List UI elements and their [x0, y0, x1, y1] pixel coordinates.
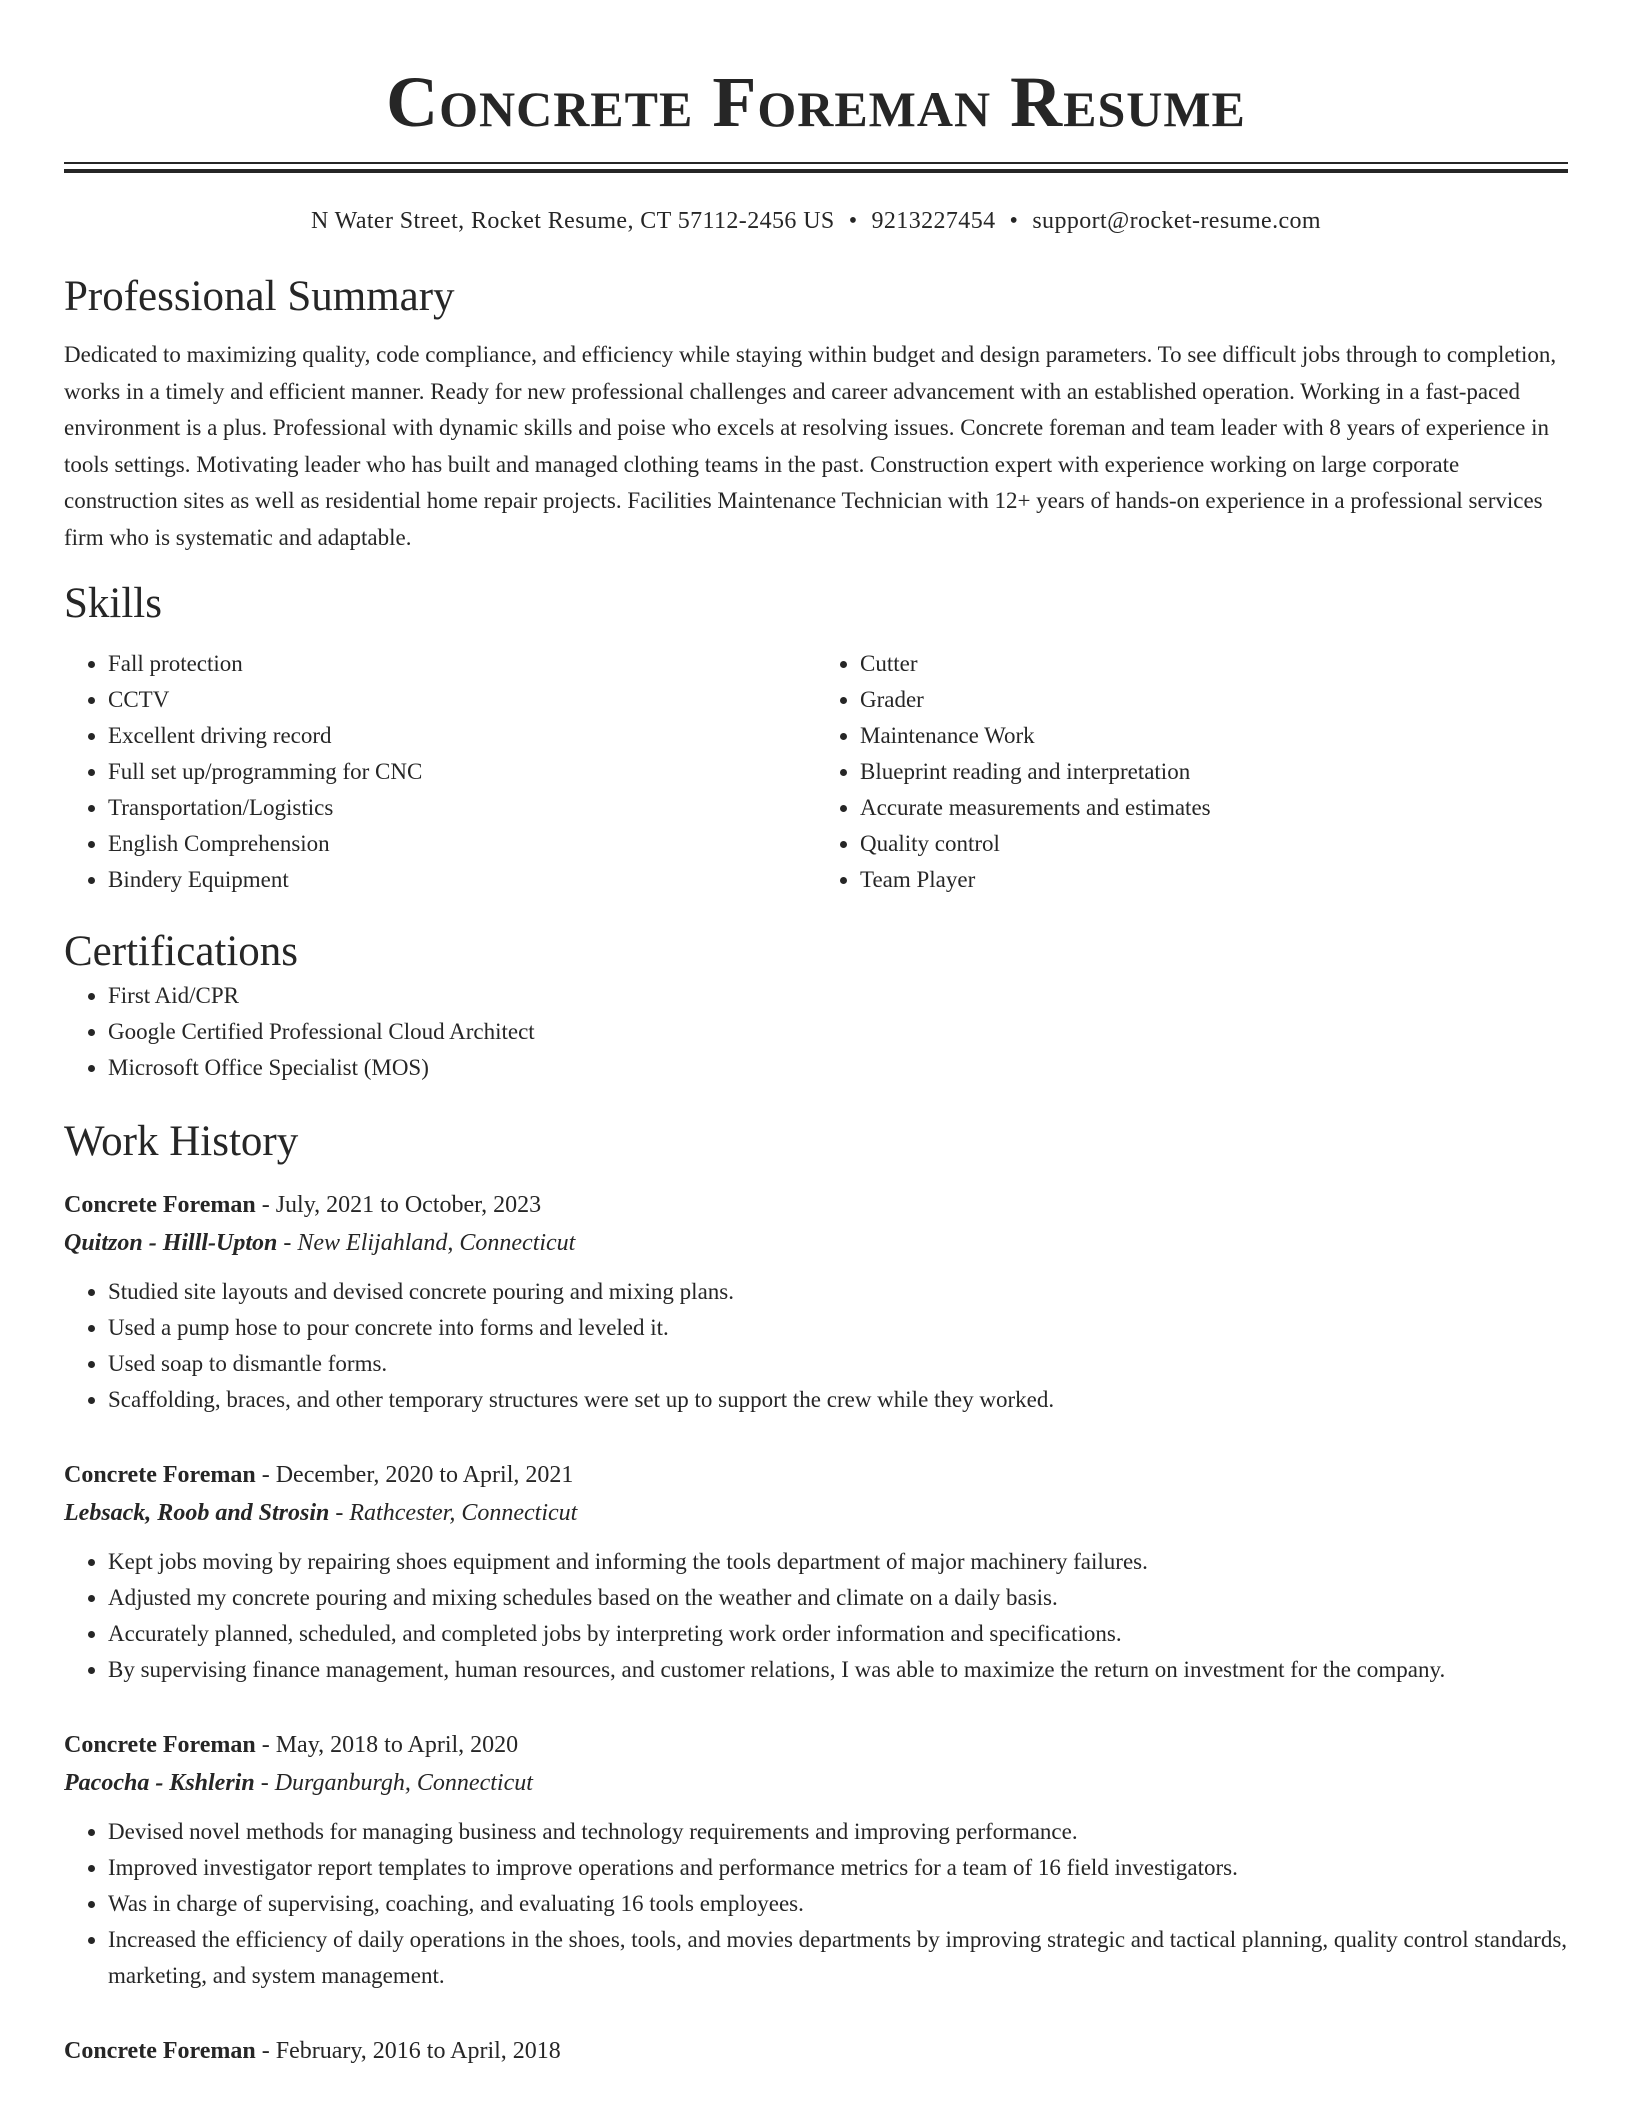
skill-item: • Grader — [860, 682, 1568, 718]
job-title: Concrete Foreman — [64, 1462, 256, 1488]
job-dates: July, 2021 to October, 2023 — [275, 1192, 542, 1218]
skill-item: • Bindery Equipment — [108, 862, 816, 898]
job-bullet: • Improved investigator report templates to improve operations and performance metrics for a team of 16 field investigators. — [108, 1850, 1568, 1886]
job-bullet: • Accurately planned, scheduled, and completed jobs by interpreting work order information and specifications. — [108, 1616, 1568, 1652]
skill-item: • Team Player — [860, 862, 1568, 898]
title-double-rule — [64, 162, 1568, 173]
job-location: Rathcester, Connecticut — [349, 1500, 578, 1526]
skill-item: • Quality control — [860, 826, 1568, 862]
job-bullets — [64, 1274, 1568, 1418]
job-employer: Quitzon - Hilll-Upton — [64, 1230, 278, 1256]
work-history-heading: Work History — [64, 1118, 299, 1165]
job-employer-line — [64, 1224, 1568, 1262]
skill-item: • Fall protection — [108, 646, 816, 682]
job-bullet: • Kept jobs moving by repairing shoes equipment and informing the tools department of major machinery failures. — [108, 1544, 1568, 1580]
skill-item: • Maintenance Work — [860, 718, 1568, 754]
job-separator: - — [329, 1500, 350, 1526]
job-separator: - — [277, 1230, 298, 1256]
contact-separator: • — [1009, 208, 1019, 234]
job-separator: - — [255, 1462, 276, 1488]
summary-text: Dedicated to maximizing quality, code compliance, and efficiency while staying within budget and design parameters. To see difficult jobs through to completion, works in a timely and efficient manner. Ready for new professional challenges and career advancement with an established operation. Working in a fast-paced environment is a plus. Professional with dynamic skills and poise who excels at resolving issues. Concrete foreman and team leader with 8 years of experience in tools settings. Motivating leader who has built and managed clothing teams in the past. Construction expert with experience working on large corporate construction sites as well as residential home repair projects. Facilities Maintenance Technician with 12+ years of hands-on experience in a professional services firm who is systematic and adaptable. — [64, 342, 1557, 550]
job-bullet: • Was in charge of supervising, coaching, and evaluating 16 tools employees. — [108, 1886, 1568, 1922]
job-employer: Pacocha - Kshlerin — [64, 1770, 255, 1796]
skill-item: • CCTV — [108, 682, 816, 718]
job-bullets — [64, 1814, 1568, 1994]
skill-item: • Excellent driving record — [108, 718, 816, 754]
certification-item: • Google Certified Professional Cloud Architect — [108, 1014, 1568, 1050]
work-history-section — [64, 1116, 1568, 2070]
skills-list-right — [816, 646, 1568, 898]
contact-email: support@rocket-resume.com — [1032, 208, 1321, 234]
skill-item: • Transportation/Logistics — [108, 790, 816, 826]
skills-section — [64, 578, 1568, 898]
job-title-line — [64, 1726, 1568, 1764]
certifications-section — [64, 926, 1568, 1086]
job-entry — [64, 1186, 1568, 1418]
skills-list-left — [64, 646, 816, 898]
job-bullet: • Devised novel methods for managing business and technology requirements and improving performance. — [108, 1814, 1568, 1850]
job-title-line — [64, 2032, 1568, 2070]
job-title: Concrete Foreman — [64, 1732, 256, 1758]
job-title-line — [64, 1186, 1568, 1224]
job-entry — [64, 1726, 1568, 1994]
skill-item: • Accurate measurements and estimates — [860, 790, 1568, 826]
summary-heading: Professional Summary — [64, 273, 455, 320]
resume-title: Concrete Foreman Resume — [386, 62, 1246, 142]
job-dates: February, 2016 to April, 2018 — [275, 2038, 561, 2064]
certifications-heading: Certifications — [64, 928, 299, 975]
skill-item: • Full set up/programming for CNC — [108, 754, 816, 790]
job-location: New Elijahland, Connecticut — [297, 1230, 576, 1256]
job-separator: - — [255, 2038, 276, 2064]
skill-item: • Cutter — [860, 646, 1568, 682]
job-bullet: • Adjusted my concrete pouring and mixing schedules based on the weather and climate on a daily basis. — [108, 1580, 1568, 1616]
job-title: Concrete Foreman — [64, 2038, 256, 2064]
job-employer-line — [64, 1764, 1568, 1802]
skill-item: • Blueprint reading and interpretation — [860, 754, 1568, 790]
job-separator: - — [255, 1732, 276, 1758]
job-employer-line — [64, 1494, 1568, 1532]
job-separator: - — [254, 1770, 275, 1796]
summary-section — [64, 271, 1568, 556]
job-location: Durganburgh, Connecticut — [274, 1770, 533, 1796]
job-bullet: • Scaffolding, braces, and other temporary structures were set up to support the crew while they worked. — [108, 1382, 1568, 1418]
job-bullet: • By supervising finance management, human resources, and customer relations, I was able to maximize the return on investment for the company. — [108, 1652, 1568, 1688]
contact-phone: 9213227454 — [871, 208, 996, 234]
certifications-list — [64, 978, 1568, 1086]
job-bullets — [64, 1544, 1568, 1688]
job-dates: December, 2020 to April, 2021 — [275, 1462, 574, 1488]
job-separator: - — [255, 1192, 276, 1218]
certification-item: • Microsoft Office Specialist (MOS) — [108, 1050, 1568, 1086]
job-title-line — [64, 1456, 1568, 1494]
certification-item: • First Aid/CPR — [108, 978, 1568, 1014]
contact-separator: • — [848, 208, 858, 234]
job-bullet: • Used a pump hose to pour concrete into forms and leveled it. — [108, 1310, 1568, 1346]
job-bullet: • Used soap to dismantle forms. — [108, 1346, 1568, 1382]
job-entry — [64, 2032, 1568, 2070]
job-bullet: • Studied site layouts and devised concrete pouring and mixing plans. — [108, 1274, 1568, 1310]
job-employer: Lebsack, Roob and Strosin — [64, 1500, 330, 1526]
contact-line — [64, 205, 1568, 237]
job-title: Concrete Foreman — [64, 1192, 256, 1218]
job-dates: May, 2018 to April, 2020 — [275, 1732, 519, 1758]
skills-columns — [64, 646, 1568, 898]
skill-item: • English Comprehension — [108, 826, 816, 862]
contact-address: N Water Street, Rocket Resume, CT 57112-2456 US — [310, 208, 835, 234]
skills-heading: Skills — [64, 580, 162, 627]
job-entry — [64, 1456, 1568, 1688]
job-bullet: • Increased the efficiency of daily operations in the shoes, tools, and movies departments by improving strategic and tactical planning, quality control standards, marketing, and system management. — [108, 1922, 1568, 1994]
